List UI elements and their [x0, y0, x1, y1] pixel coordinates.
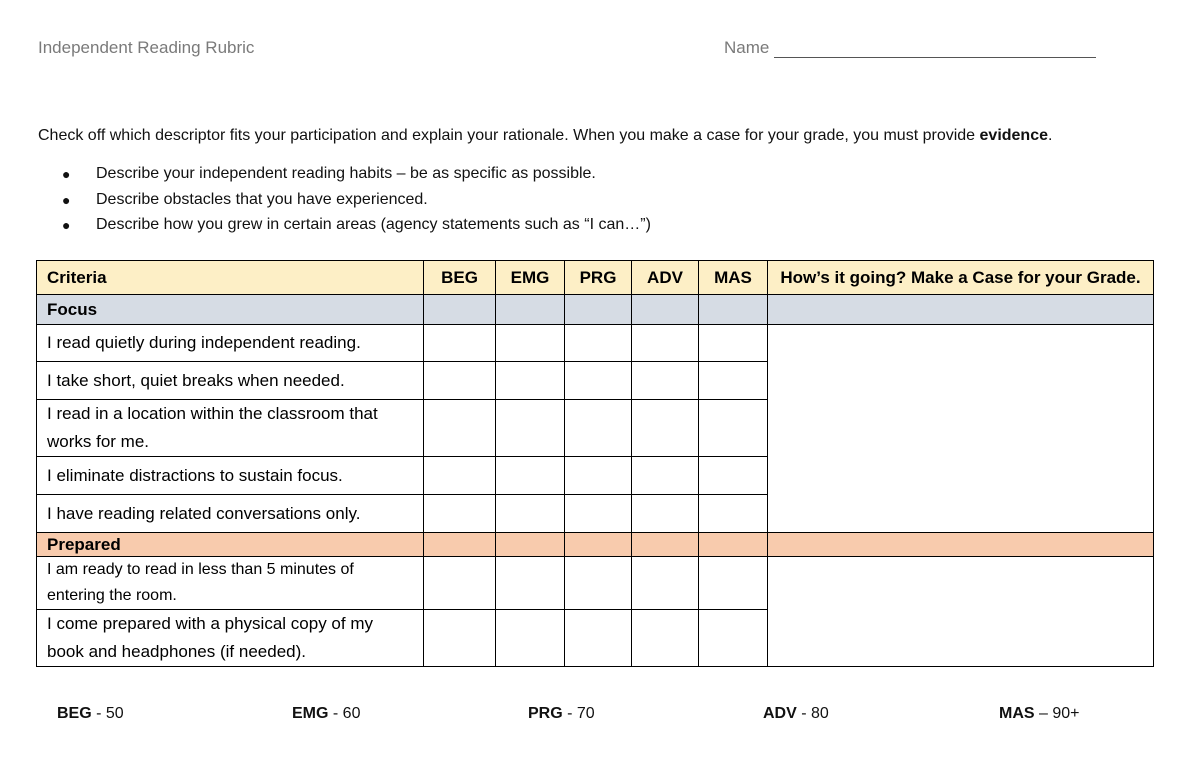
checkbox-beg[interactable]: [424, 457, 496, 495]
list-item: ● Describe obstacles that you have experienced.: [62, 190, 651, 216]
case-header: How’s it going? Make a Case for your Grade.: [768, 261, 1154, 295]
table-row: [37, 557, 1154, 610]
criteria-cell: I read in a location within the classroom that works for me.: [37, 400, 424, 457]
checkbox-mas[interactable]: [699, 325, 768, 362]
checkbox-prg[interactable]: [565, 495, 632, 533]
checkbox-prg[interactable]: [565, 457, 632, 495]
scale-item-prg: PRG - 70: [528, 705, 595, 722]
checkbox-mas[interactable]: [699, 457, 768, 495]
checkbox-emg[interactable]: [496, 610, 565, 667]
checkbox-prg[interactable]: [565, 400, 632, 457]
level-header-mas: MAS: [699, 261, 768, 295]
section-title-focus: Focus: [37, 295, 424, 325]
section-row-focus: [37, 295, 1154, 325]
criteria-cell: I take short, quiet breaks when needed.: [37, 362, 424, 400]
checkbox-mas[interactable]: [699, 400, 768, 457]
checkbox-beg[interactable]: [424, 325, 496, 362]
level-header-prg: PRG: [565, 261, 632, 295]
checkbox-prg[interactable]: [565, 362, 632, 400]
checkbox-adv[interactable]: [632, 495, 699, 533]
criteria-cell: I am ready to read in less than 5 minutes of entering the room.: [37, 557, 424, 610]
checkbox-prg[interactable]: [565, 325, 632, 362]
bullet-icon: ●: [62, 191, 71, 208]
rubric-table: [36, 260, 1154, 667]
checkbox-beg[interactable]: [424, 557, 496, 610]
checkbox-prg[interactable]: [565, 557, 632, 610]
checkbox-beg[interactable]: [424, 495, 496, 533]
level-header-beg: BEG: [424, 261, 496, 295]
name-blank-line[interactable]: [774, 39, 1096, 58]
checkbox-emg[interactable]: [496, 325, 565, 362]
criteria-cell: I eliminate distractions to sustain focus.: [37, 457, 424, 495]
scale-item-adv: ADV - 80: [763, 705, 829, 722]
criteria-header: Criteria: [37, 261, 424, 295]
checkbox-emg[interactable]: [496, 400, 565, 457]
criteria-cell: I read quietly during independent reading.: [37, 325, 424, 362]
checkbox-beg[interactable]: [424, 610, 496, 667]
level-header-emg: EMG: [496, 261, 565, 295]
bullet-icon: ●: [62, 166, 71, 182]
checkbox-adv[interactable]: [632, 610, 699, 667]
checkbox-adv[interactable]: [632, 457, 699, 495]
checkbox-beg[interactable]: [424, 362, 496, 400]
checkbox-prg[interactable]: [565, 610, 632, 667]
instructions-end: .: [1048, 127, 1053, 144]
case-response-focus[interactable]: [768, 325, 1154, 533]
instructions-text: Check off which descriptor fits your participation and explain your rationale. When you make a case for your grade, you must provide: [38, 127, 980, 144]
checkbox-adv[interactable]: [632, 400, 699, 457]
checkbox-emg[interactable]: [496, 362, 565, 400]
instructions-emphasis: evidence: [979, 127, 1048, 144]
scale-item-emg: EMG - 60: [292, 705, 361, 722]
table-header-row: [37, 261, 1154, 295]
name-label: Name: [724, 38, 770, 57]
checkbox-adv[interactable]: [632, 325, 699, 362]
checkbox-adv[interactable]: [632, 557, 699, 610]
scale-item-mas: MAS – 90+: [999, 705, 1080, 722]
checkbox-mas[interactable]: [699, 495, 768, 533]
name-field: [724, 38, 1096, 58]
criteria-cell: I come prepared with a physical copy of my book and headphones (if needed).: [37, 610, 424, 667]
checkbox-emg[interactable]: [496, 495, 565, 533]
checkbox-mas[interactable]: [699, 610, 768, 667]
checkbox-emg[interactable]: [496, 457, 565, 495]
case-response-prepared[interactable]: [768, 557, 1154, 667]
checkbox-mas[interactable]: [699, 557, 768, 610]
level-header-adv: ADV: [632, 261, 699, 295]
section-row-prepared: [37, 533, 1154, 557]
checkbox-emg[interactable]: [496, 557, 565, 610]
bullet-list: [62, 164, 651, 241]
list-item: ● Describe your independent reading habits – be as specific as possible.: [62, 164, 651, 190]
table-row: [37, 325, 1154, 362]
checkbox-adv[interactable]: [632, 362, 699, 400]
criteria-cell: I have reading related conversations only.: [37, 495, 424, 533]
list-item: ● Describe how you grew in certain areas (agency statements such as “I can…”): [62, 215, 651, 241]
checkbox-beg[interactable]: [424, 400, 496, 457]
document-title: Independent Reading Rubric: [38, 38, 255, 57]
bullet-icon: ●: [62, 217, 71, 233]
instructions: [38, 127, 1052, 145]
section-title-prepared: Prepared: [37, 533, 424, 557]
scale-item-beg: BEG - 50: [57, 705, 124, 722]
checkbox-mas[interactable]: [699, 362, 768, 400]
